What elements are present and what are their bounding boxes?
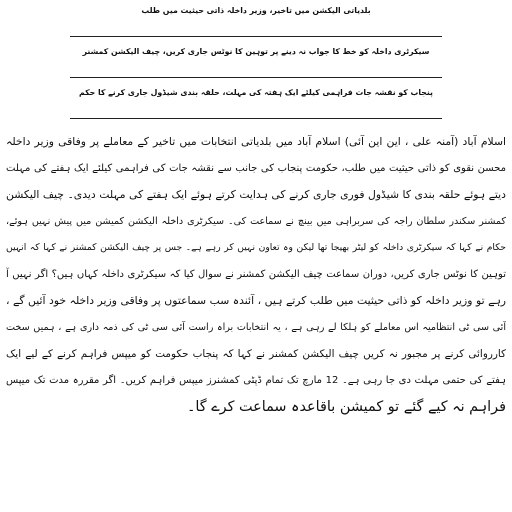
headline-divider	[70, 77, 442, 78]
article-line: رہے تو وزیر داخلہ کو ذاتی حیثیت میں طلب کرتے ہیں ، آئندہ سب سماعتوں پر وفاقی وزیر داخلہ خود آئیں گے ،	[6, 294, 506, 307]
article-line: آئی سی ٹی انتظامیہ اس معاملے کو ہلکا لے رہی ہے ، یہ انتخابات براہ راست آئی سی ٹی کی ذمہ داری ہے ، ہمیں سخت	[6, 321, 506, 333]
article-line: دیتے ہوئے حلقہ بندی کا شیڈول فوری جاری کرنے کی ہدایت کرتے ہوئے ایک ہفتے کی مہلت دیدی۔ چیف الیکشن	[6, 188, 506, 201]
article-line: اسلام آباد (آمنہ علی ، این این آئی) اسلام آباد میں بلدیاتی انتخابات میں تاخیر کے معاملے پر وفاقی وزیر داخلہ	[6, 135, 506, 148]
headline-tertiary: پنجاب کو نقشہ جات فراہمی کیلئے ایک ہفتہ کی مہلت، حلقہ بندی شیڈول جاری کرنے کا حکم	[79, 88, 433, 97]
article-line: توہین کا نوٹس جاری کریں، دوران سماعت چیف الیکشن کمشنر نے سوال کیا کہ سیکرٹری داخلہ کہاں ہیں؟ اگر نہیں آ	[6, 268, 506, 280]
headline-divider	[70, 36, 442, 37]
article-body	[6, 129, 506, 421]
article-line-last: فراہم نہ کیے گئے تو کمیشن باقاعدہ سماعت کرے گا۔	[186, 399, 506, 415]
headline-secondary: سیکرٹری داخلہ کو خط کا جواب نہ دینے پر توہین کا نوٹس جاری کریں، چیف الیکشن کمشنر	[82, 47, 430, 56]
article-line: کمشنر سکندر سلطان راجہ کی سربراہی میں بینچ نے سماعت کی۔ سیکرٹری داخلہ الیکشن کمیشن میں پیش نہیں ہوئے،	[6, 215, 506, 227]
article-line: حکام نے کہا کہ سیکرٹری داخلہ کو لیٹر بھیجا تھا لیکن وہ تعاون نہیں کر رہے ہے۔ جس پر چیف الیکشن کمشنر نے کہا کہ انہیں	[6, 242, 506, 253]
headline-main: بلدیاتی الیکشن میں تاخیر، وزیر داخلہ ذاتی حیثیت میں طلب	[141, 6, 371, 15]
article-line: کارروائی کرنے پر مجبور نہ کریں چیف الیکشن کمشنر نے کہا کہ پنجاب حکومت کو میپس فراہم کرنے کے لیے ایک	[6, 348, 506, 360]
article-line: ہفتے کی حتمی مہلت دی جا رہی ہے۔ 12 مارچ تک تمام ڈپٹی کمشنرز میپس فراہم کریں۔ اگر مقررہ مدت تک میپس	[6, 374, 506, 386]
headline-divider	[70, 118, 442, 119]
article-line: محسن نقوی کو ذاتی حیثیت میں طلب، حکومت پنجاب کی جانب سے نقشہ جات کی فراہمی کیلئے ایک ہفتے کی مہلت	[6, 162, 506, 174]
